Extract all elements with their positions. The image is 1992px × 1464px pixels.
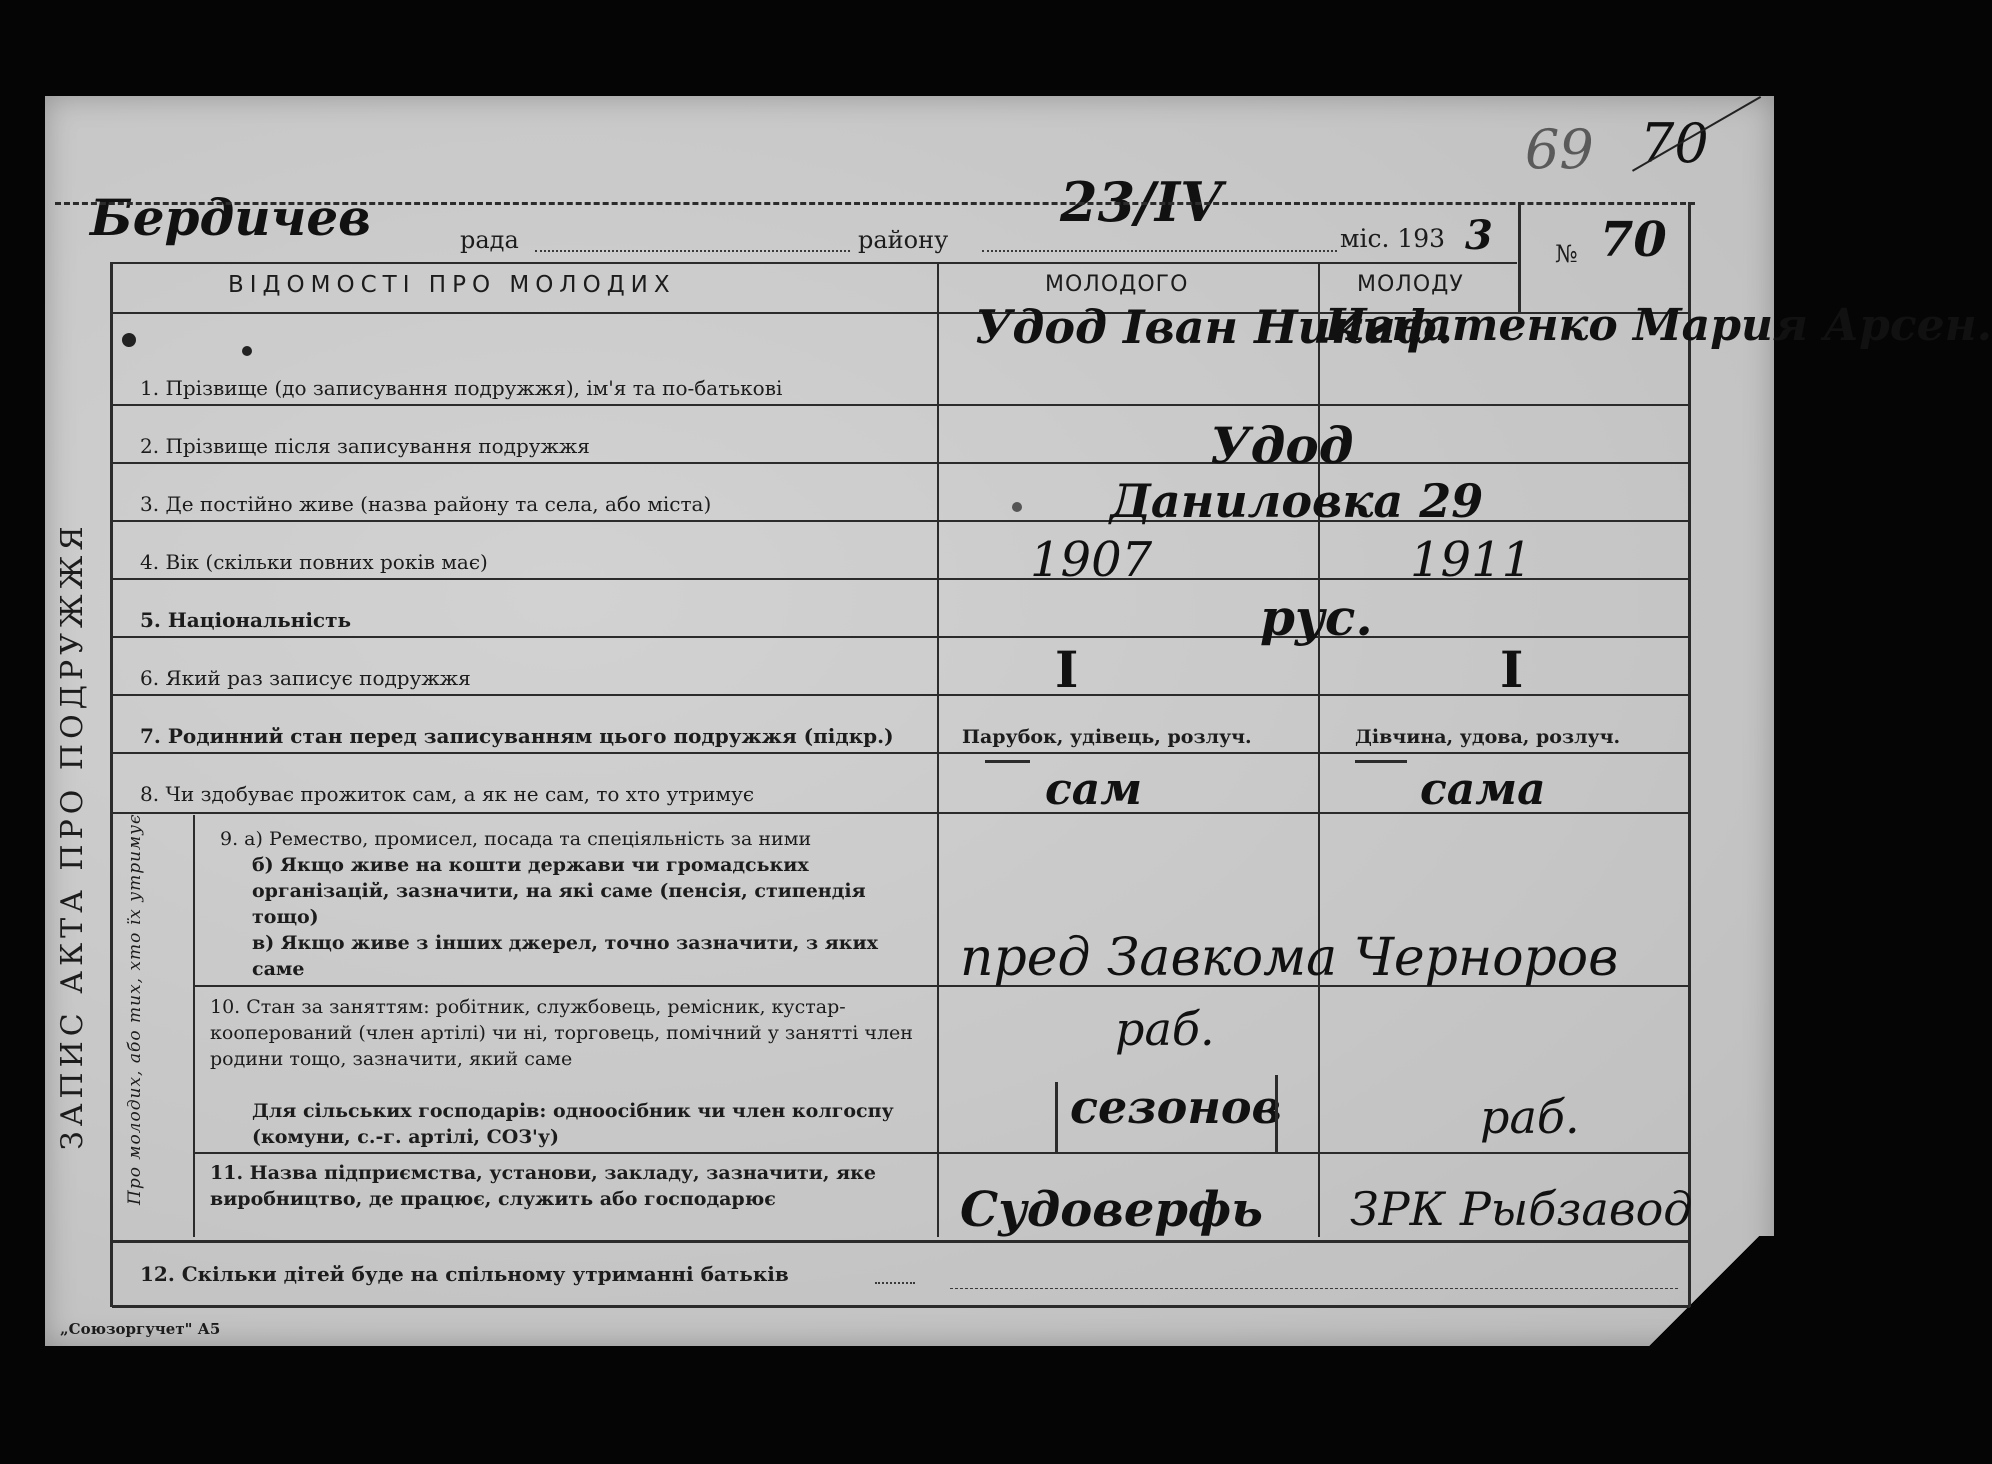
archive-number-old: 70 — [1640, 112, 1709, 175]
column-header-bride: МОЛОДУ — [1357, 272, 1464, 297]
row-11-bride-workplace: ЗРК Рыбзавод — [1350, 1182, 1693, 1236]
row-1-label: 1. Прізвище (до записування подружжя), ім'я та по-батькові — [140, 376, 783, 400]
row-5-nationality: рус. — [1260, 588, 1373, 647]
row-8-bride-value: сама — [1420, 764, 1546, 815]
row-3-residence: Даниловка 29 — [1110, 474, 1484, 528]
column-header-groom: МОЛОДОГО — [1045, 272, 1189, 297]
archive-number-current: 69 — [1525, 118, 1594, 181]
ink-spot — [242, 346, 252, 356]
row-5-label: 5. Національність — [140, 608, 352, 632]
rada-handwritten: Бердичев — [90, 188, 372, 247]
row-11-text: 11. Назва підприємства, установи, закладу, зазначити, яке виробництво, де працює, служить або господарює — [210, 1162, 876, 1210]
row-7-line — [112, 752, 1690, 754]
row-2-line — [112, 462, 1690, 464]
frame-right-line — [1688, 202, 1691, 1307]
column-divider-groom — [937, 262, 939, 1237]
column-divider-bride — [1318, 262, 1320, 1237]
folded-corner — [1634, 1236, 1774, 1346]
frame-left-line — [110, 262, 113, 1307]
row-12-text: 12. Скільки дітей буде на спільному утриманні батьків — [140, 1262, 789, 1286]
row-10-text: 10. Стан за заняттям: робітник, службовець, ремісник, кустар-кооперований (член артілі) чи ні, торговець, помічний у занятті член родини тощо, зазначити, який саме — [210, 996, 913, 1070]
side-subtitle: Про молодих, або тих, хто їх утримує — [125, 813, 145, 1205]
frame-bottom-line — [112, 1305, 1690, 1308]
row-10-groom-status-2: сезонов — [1070, 1080, 1282, 1134]
rada-label: рада — [460, 226, 519, 254]
row-4-groom-year: 1907 — [1030, 532, 1153, 588]
row-9-handwritten-occupation: пред Завкома Черноров — [960, 928, 1619, 988]
row-8-label: 8. Чи здобуває прожиток сам, а як не сам, то хто утримує — [140, 782, 755, 806]
row-11-line — [112, 1240, 1690, 1243]
record-number-handwritten: 70 — [1600, 212, 1667, 268]
ink-spot — [122, 333, 136, 347]
row-2-new-surname: Удод — [1210, 416, 1354, 475]
row-10-groom-bracket-right — [1275, 1075, 1278, 1153]
number-label: № — [1555, 240, 1578, 268]
row-12-answer-line — [950, 1288, 1678, 1289]
row-7-groom-options: Парубок, удівець, розлуч. — [962, 726, 1252, 748]
raion-date-handwritten: 23/IV — [1060, 170, 1223, 234]
row-8-groom-value: сам — [1045, 764, 1143, 815]
top-perforation-line — [55, 202, 1695, 205]
row-10-groom-status-1: раб. — [1115, 1002, 1215, 1056]
row-5-line — [112, 636, 1690, 638]
column-header-info: ВІДОМОСТІ ПРО МОЛОДИХ — [228, 272, 676, 298]
row-1-bride-name: Игнатенко Мария Арсен. — [1325, 300, 1992, 351]
month-year-label: міс. 193 — [1340, 224, 1446, 253]
row-7-label: 7. Родинний стан перед записуванням цього подружжя (підкр.) — [140, 724, 894, 748]
row-4-label: 4. Вік (скільки повних років має) — [140, 550, 488, 574]
row-7-groom-underline — [985, 760, 1030, 763]
row-10-bride-status: раб. — [1480, 1090, 1580, 1144]
row-9-b: б) Якщо живе на кошти держави чи громадських організацій, зазначити, на які саме (пенсія, стипендія тощо) — [252, 854, 866, 928]
row-4-bride-year: 1911 — [1410, 532, 1533, 588]
row-1-groom-surname: Удод Іван Никиф. — [975, 300, 1454, 354]
row-10-line — [193, 1152, 1690, 1154]
row-9-a: 9. а) Ремество, промисел, посада та спеціяльність за ними — [220, 828, 812, 850]
row-9-v: в) Якщо живе з інших джерел, точно зазначити, з яких саме — [252, 932, 878, 980]
raion-label: району — [858, 226, 949, 254]
row-11-groom-workplace: Судоверфь — [960, 1182, 1263, 1238]
number-box-left — [1518, 202, 1521, 314]
raion-dotted-line — [982, 250, 1337, 252]
year-digit-handwritten: 3 — [1465, 212, 1493, 259]
row-12-leader-dots — [875, 1282, 915, 1284]
row-7-bride-options: Дівчина, удова, розлуч. — [1355, 726, 1621, 748]
row-10-text-bold: Для сільських господарів: одноосібник чи член колгоспу (комуни, с.-г. артілі, СОЗ'у) — [252, 1100, 894, 1148]
header-bottom-line — [112, 262, 1517, 264]
row-1-line — [112, 404, 1690, 406]
row-7-bride-underline — [1355, 760, 1407, 763]
row-3-label: 3. Де постійно живе (назва району та села, або міста) — [140, 492, 712, 516]
row-6-line — [112, 694, 1690, 696]
row-2-label: 2. Прізвище після записування подружжя — [140, 434, 590, 458]
subsection-divider — [193, 815, 195, 1237]
ink-spot — [1012, 502, 1022, 512]
row-6-bride-count: I — [1500, 640, 1524, 699]
row-6-groom-count: I — [1055, 640, 1079, 699]
printer-imprint: „Союзоргучет" А5 — [60, 1320, 221, 1338]
row-6-label: 6. Який раз записує подружжя — [140, 666, 471, 690]
rada-dotted-line — [535, 250, 850, 252]
side-title: ЗАПИС АКТА ПРО ПОДРУЖЖЯ — [55, 521, 90, 1150]
row-10-groom-bracket-left — [1055, 1082, 1058, 1152]
